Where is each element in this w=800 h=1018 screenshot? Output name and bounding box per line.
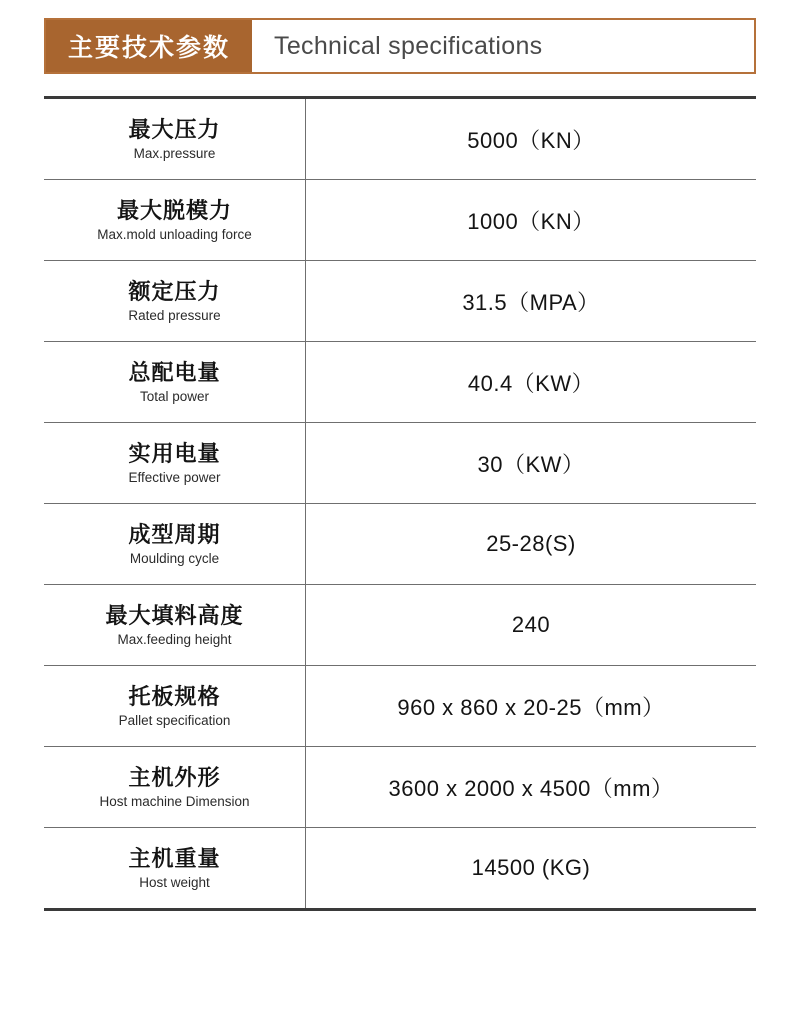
spec-value-cell: 240 (511, 612, 551, 637)
spec-label-english: Max.mold unloading force (97, 227, 252, 243)
spec-value-cell: 31.5（MPA） (462, 289, 600, 315)
spec-label-chinese: 最大压力 (128, 116, 221, 142)
table-row (44, 504, 756, 585)
spec-value-cell: 25-28(S) (486, 531, 576, 556)
table-row (44, 342, 756, 423)
table-row (44, 828, 756, 908)
spec-value-cell: 1000（KN） (467, 208, 595, 234)
spec-label-cell (44, 585, 306, 665)
spec-value-cell: 14500 (KG) (471, 855, 591, 880)
spec-label-cell (44, 99, 306, 179)
spec-label-chinese: 主机重量 (128, 845, 221, 871)
spec-sheet-page (0, 18, 800, 1018)
section-title-chinese: 主要技术参数 (46, 20, 252, 72)
spec-label-cell (44, 261, 306, 341)
section-title-english: Technical specifications (252, 20, 754, 72)
table-row (44, 585, 756, 666)
spec-label-english: Host machine Dimension (99, 794, 250, 810)
spec-label-cell (44, 828, 306, 908)
table-row (44, 180, 756, 261)
spec-label-chinese: 最大脱模力 (116, 197, 232, 223)
spec-label-cell (44, 342, 306, 422)
spec-label-english: Rated pressure (128, 308, 221, 324)
spec-value-cell: 960 x 860 x 20-25（mm） (397, 694, 665, 720)
spec-value-cell: 40.4（KW） (467, 370, 595, 396)
spec-value-cell: 3600 x 2000 x 4500（mm） (388, 775, 674, 801)
spec-label-english: Max.feeding height (117, 632, 232, 648)
spec-label-chinese: 最大填料高度 (105, 602, 244, 628)
spec-label-cell (44, 666, 306, 746)
spec-label-english: Total power (139, 389, 210, 405)
table-row (44, 423, 756, 504)
spec-label-english: Pallet specification (118, 713, 231, 729)
spec-label-english: Host weight (139, 875, 210, 891)
spec-label-chinese: 成型周期 (128, 521, 221, 547)
specifications-table (44, 96, 756, 911)
table-row (44, 666, 756, 747)
spec-label-chinese: 实用电量 (128, 440, 221, 466)
table-row (44, 747, 756, 828)
section-header (44, 18, 756, 74)
spec-label-chinese: 主机外形 (128, 764, 221, 790)
spec-label-cell (44, 747, 306, 827)
spec-label-cell (44, 423, 306, 503)
table-row (44, 99, 756, 180)
spec-label-english: Effective power (128, 470, 221, 486)
spec-label-english: Max.pressure (133, 146, 216, 162)
spec-label-cell (44, 180, 306, 260)
spec-label-cell (44, 504, 306, 584)
spec-label-chinese: 额定压力 (128, 278, 221, 304)
spec-label-chinese: 总配电量 (128, 359, 221, 385)
spec-label-english: Moulding cycle (129, 551, 220, 567)
table-row (44, 261, 756, 342)
spec-value-cell: 30（KW） (477, 451, 585, 477)
spec-value-cell: 5000（KN） (467, 127, 595, 153)
spec-label-chinese: 托板规格 (128, 683, 221, 709)
